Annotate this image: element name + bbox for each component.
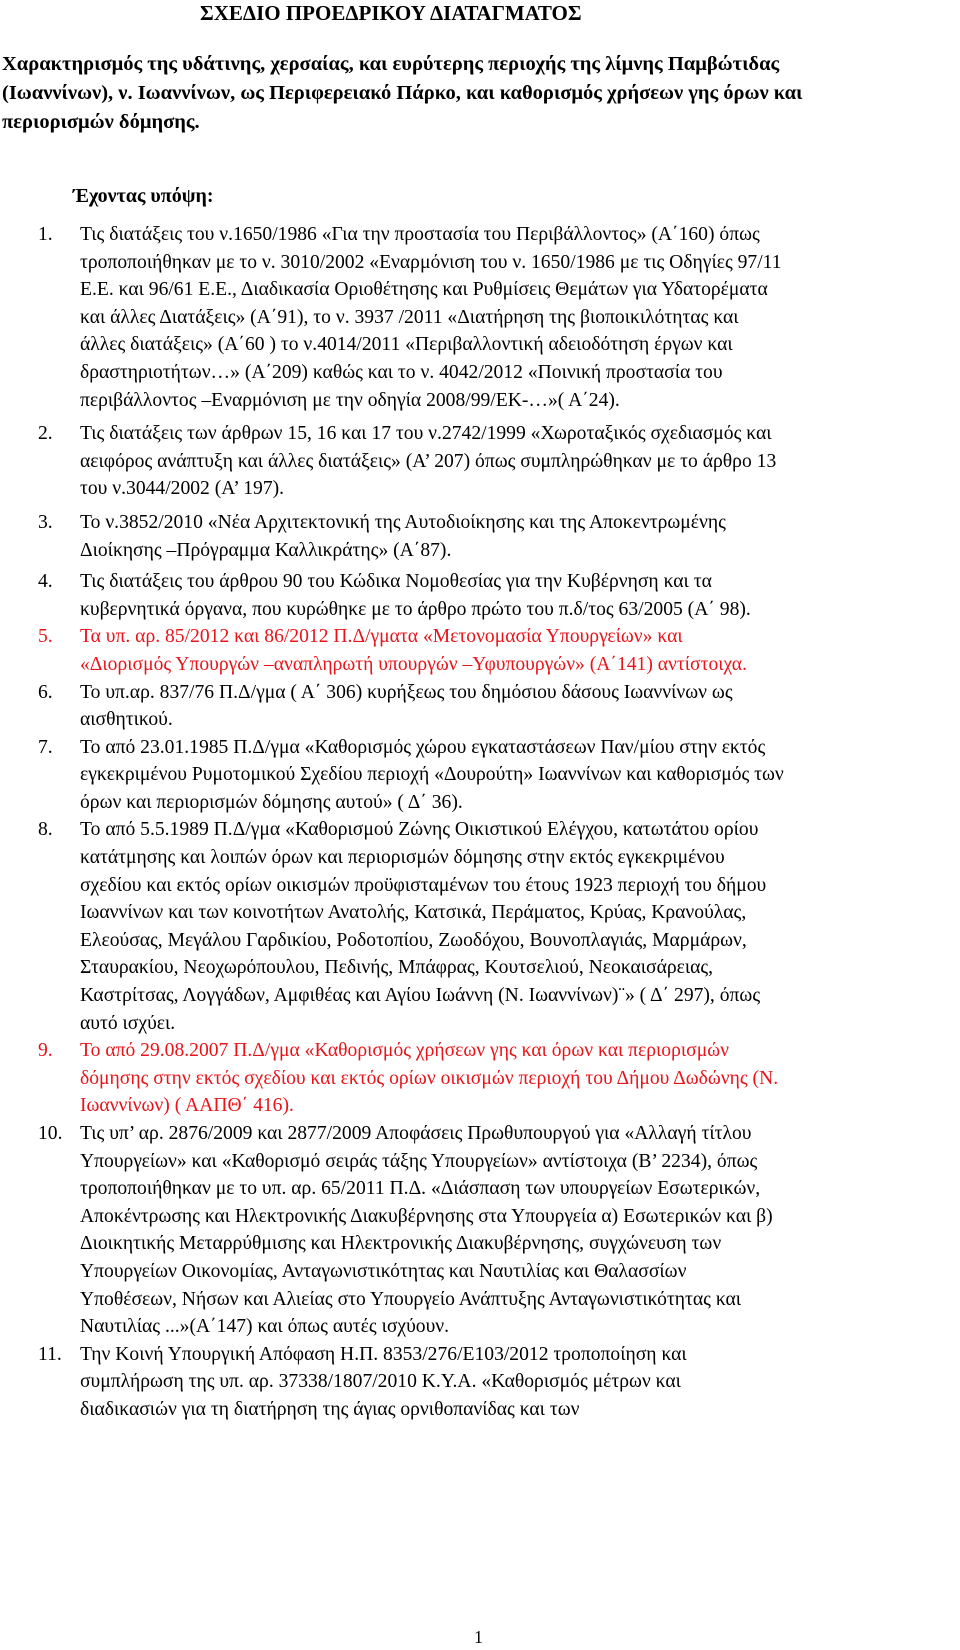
- list-item: [0, 568, 960, 623]
- list-item: [0, 1341, 960, 1424]
- item-text-line: Διοικητικής Μεταρρύθμισης και Ηλεκτρονικής Διακυβέρνησης, συγχώνευση των: [80, 1233, 722, 1255]
- item-text-line: Ελεούσας, Μεγάλου Γαρδικίου, Ροδοτοπίου, Ζωοδόχου, Βουνοπλαγιάς, Μαρμάρων,: [80, 929, 747, 951]
- item-text: [80, 420, 952, 503]
- decree-subject: [2, 50, 952, 137]
- item-text: [80, 509, 952, 564]
- item-text-line: εγκεκριμένου Ρυμοτομικού Σχεδίου περιοχή «Δουρούτη» Ιωαννίνων και καθορισμός των: [80, 764, 784, 786]
- item-text-line: Υπουργείων Οικονομίας, Ανταγωνιστικότητας και Ναυτιλίας και Θαλασσίων: [80, 1260, 687, 1282]
- item-number: 6.: [38, 681, 53, 703]
- item-text-line: Το από 5.5.1989 Π.Δ/γμα «Καθορισμού Ζώνης Οικιστικού Ελέγχου, κατωτάτου ορίου: [80, 819, 759, 841]
- item-text: [80, 568, 952, 623]
- item-text-line: δόμησης στην εκτός σχεδίου και εκτός ορίων οικισμών περιοχή του Δήμου Δωδώνης (Ν.: [80, 1067, 779, 1089]
- considering-heading: Έχοντας υπόψη:: [73, 185, 214, 207]
- item-text-line: Τις διατάξεις των άρθρων 15, 16 και 17 του ν.2742/1999 «Χωροταξικός σχεδιασμός και: [80, 423, 772, 445]
- item-text: [80, 623, 952, 678]
- subject-line: Χαρακτηρισμός της υδάτινης, χερσαίας, και ευρύτερης περιοχής της λίμνης Παμβώτιδας: [2, 53, 780, 75]
- item-text-line: Το ν.3852/2010 «Νέα Αρχιτεκτονική της Αυτοδιοίκησης και της Αποκεντρωμένης: [80, 511, 726, 533]
- item-text-line: τροποποιήθηκαν με το υπ. αρ. 65/2011 Π.Δ. «Διάσπαση των υπουργείων Εσωτερικών,: [80, 1178, 761, 1200]
- list-item: [0, 1120, 960, 1341]
- item-text-line: αυτό ισχύει.: [80, 1012, 176, 1034]
- list-item: [0, 734, 960, 817]
- item-number: 2.: [38, 423, 53, 445]
- item-text-line: περιβάλλοντος –Εναρμόνιση με την οδηγία 2008/99/ΕΚ-…»( Α΄24).: [80, 389, 620, 411]
- list-item: [0, 816, 960, 1037]
- item-text: [80, 1120, 952, 1341]
- item-text: [80, 221, 952, 414]
- page-number: 1: [474, 1627, 483, 1647]
- item-text-line: «Διορισμός Υπουργών –αναπληρωτή υπουργών –Υφυπουργών» (Α΄141) αντίστοιχα.: [80, 653, 747, 675]
- list-item: [0, 623, 960, 678]
- item-text-line: Τις υπ’ αρ. 2876/2009 και 2877/2009 Αποφάσεις Πρωθυπουργού για «Αλλαγή τίτλου: [80, 1123, 752, 1144]
- item-text-line: Ναυτιλίας ...»(Α΄147) και όπως αυτές ισχύουν.: [80, 1316, 450, 1338]
- item-number: 9.: [38, 1040, 53, 1062]
- item-text: [80, 679, 952, 734]
- item-text-line: άλλες διατάξεις» (Α΄60 ) το ν.4014/2011 «Περιβαλλοντική αδειοδότηση έργων και: [80, 334, 733, 356]
- item-number: 11.: [38, 1343, 62, 1365]
- item-text: [80, 816, 952, 1037]
- list-item: [0, 420, 960, 503]
- item-text-line: όρων και περιορισμών δόμησης αυτού» ( Δ΄ 36).: [80, 791, 463, 813]
- item-text-line: Ιωαννίνων) ( ΑΑΠΘ΄ 416).: [80, 1095, 294, 1117]
- list-item: [0, 221, 960, 414]
- item-text-line: Ε.Ε. και 96/61 Ε.Ε., Διαδικασία Οριοθέτησης και Ρυθμίσεις Θεμάτων για Υδατορέματα: [80, 279, 768, 301]
- document-title: ΣΧΕΔΙΟ ΠΡΟΕΔΡΙΚΟΥ ΔΙΑΤΑΓΜΑΤΟΣ: [200, 1, 582, 25]
- item-text-line: Ιωαννίνων και των κοινοτήτων Ανατολής, Κατσικά, Περάματος, Κρύας, Κρανούλας,: [80, 902, 747, 924]
- item-text-line: Τα υπ. αρ. 85/2012 και 86/2012 Π.Δ/γματα «Μετονομασία Υπουργείων» και: [80, 626, 683, 648]
- item-text-line: Σταυρακίου, Νεοχωρόπουλου, Πεδινής, Μπάφρας, Κουτσελιού, Νεοκαισάρειας,: [80, 957, 714, 979]
- item-number: 7.: [38, 736, 53, 758]
- item-text-line: και άλλες Διατάξεις» (Α΄91), το ν. 3937 /2011 «Διατήρηση της βιοποικιλότητας και: [80, 306, 739, 328]
- item-text-line: αισθητικού.: [80, 709, 173, 731]
- item-text-line: Αποκέντρωσης και Ηλεκτρονικής Διακυβέρνησης στα Υπουργεία α) Εσωτερικών και β): [80, 1205, 773, 1227]
- item-text-line: Υπουργείων» και «Καθορισμό σειράς τάξης Υπουργείων» αντίστοιχα (Β’ 2234), όπως: [80, 1150, 758, 1172]
- item-text-line: Το υπ.αρ. 837/76 Π.Δ/γμα ( Α΄ 306) κυρήξεως του δημόσιου δάσους Ιωαννίνων ως: [80, 681, 733, 703]
- list-item: [0, 1037, 960, 1120]
- item-text-line: Καστρίτσας, Λογγάδων, Αμφιθέας και Αγίου Ιωάννη (Ν. Ιωαννίνων)¨» ( Δ΄ 297), όπως: [80, 985, 761, 1007]
- item-number: 5.: [38, 626, 53, 648]
- item-text-line: Υποθέσεων, Νήσων και Αλιείας στο Υπουργείο Ανάπτυξης Ανταγωνιστικότητας και: [80, 1288, 742, 1310]
- item-text-line: Το από 29.08.2007 Π.Δ/γμα «Καθορισμός χρήσεων γης και όρων και περιορισμών: [80, 1040, 729, 1062]
- list-item: [0, 679, 960, 734]
- item-text-line: Διοίκησης –Πρόγραμμα Καλλικράτης» (Α΄87).: [80, 539, 452, 561]
- item-text-line: Τις διατάξεις του ν.1650/1986 «Για την προστασία του Περιβάλλοντος» (Α΄160) όπως: [80, 224, 760, 245]
- item-text-line: κατάτμησης και λοιπών όρων και περιορισμών δόμησης στην εκτός εγκεκριμένου: [80, 847, 725, 869]
- item-text-line: διαδικασιών για τη διατήρηση της άγιας ορνιθοπανίδας και των: [80, 1398, 580, 1420]
- item-text-line: αειφόρος ανάπτυξη και άλλες διατάξεις» (Α’ 207) όπως συμπληρώθηκαν με το άρθρο 13: [80, 450, 777, 472]
- item-number: 8.: [38, 819, 53, 841]
- item-number: 4.: [38, 571, 53, 593]
- item-text-line: σχεδίου και εκτός ορίων οικισμών προϋφισταμένων του έτους 1923 περιοχή του δήμου: [80, 874, 767, 896]
- item-text-line: τροποποιήθηκαν με το ν. 3010/2002 «Εναρμόνιση του ν. 1650/1986 με τις Οδηγίες 97/11: [80, 251, 782, 273]
- item-text-line: δραστηριοτήτων…» (Α΄209) καθώς και το ν. 4042/2012 «Ποινική προστασία του: [80, 361, 723, 383]
- item-number: 3.: [38, 511, 53, 533]
- subject-line: (Ιωαννίνων), ν. Ιωαννίνων, ως Περιφερειακό Πάρκο, και καθορισμός χρήσεων γης όρων και: [2, 82, 803, 104]
- item-text-line: του ν.3044/2002 (Α’ 197).: [80, 478, 285, 500]
- item-text-line: Το από 23.01.1985 Π.Δ/γμα «Καθορισμός χώρου εγκαταστάσεων Παν/μίου στην εκτός: [80, 736, 766, 758]
- item-number: 10.: [38, 1123, 63, 1144]
- list-item: [0, 509, 960, 564]
- item-text-line: Την Κοινή Υπουργική Απόφαση Η.Π. 8353/276/Ε103/2012 τροποποίηση και: [80, 1343, 687, 1365]
- item-text-line: συμπλήρωση της υπ. αρ. 37338/1807/2010 Κ.Υ.Α. «Καθορισμός μέτρων και: [80, 1371, 681, 1393]
- item-text-line: κυβερνητικά όργανα, που κυρώθηκε με το άρθρο πρώτο του π.δ/τος 63/2005 (Α΄ 98).: [80, 598, 751, 620]
- item-text: [80, 1037, 952, 1120]
- item-text-line: Τις διατάξεις του άρθρου 90 του Κώδικα Νομοθεσίας για την Κυβέρνηση και τα: [80, 571, 712, 593]
- item-text: [80, 1341, 952, 1424]
- legal-basis-list: [0, 221, 960, 1424]
- subject-line: περιορισμών δόμησης.: [2, 111, 200, 133]
- item-text: [80, 734, 952, 817]
- item-number: 1.: [38, 224, 53, 245]
